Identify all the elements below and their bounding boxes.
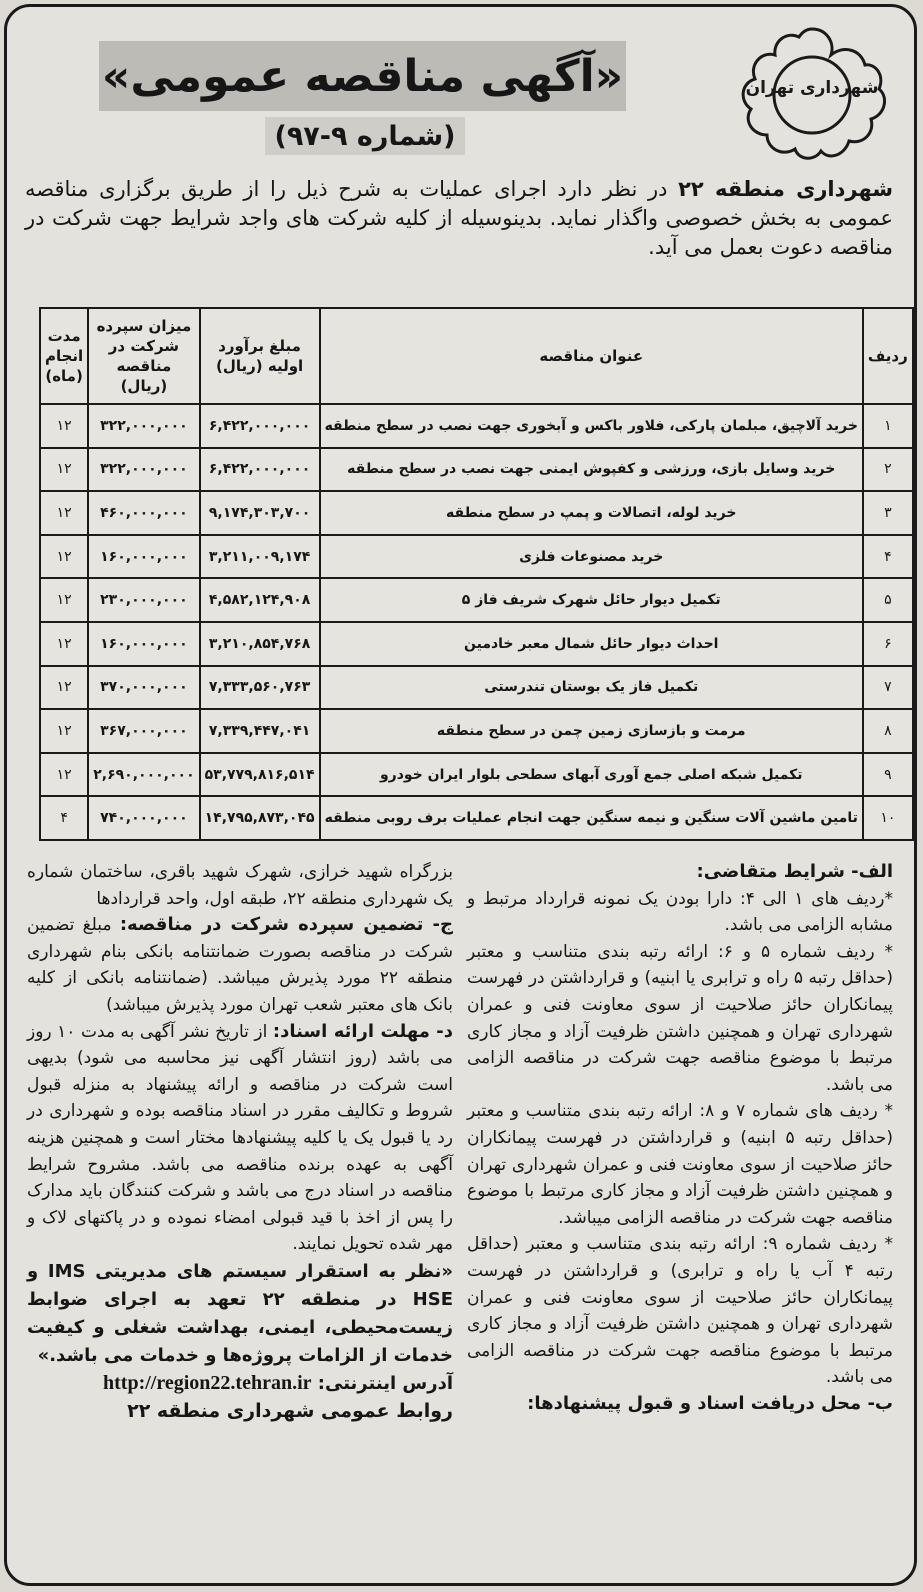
conditions-heading: الف- شرایط متقاضی: [696, 861, 893, 882]
intro-paragraph [25, 175, 893, 262]
deadline-body: از تاریخ نشر آگهی به مدت ۱۰ روز می باشد (روز انتشار آگهی نیز محاسبه می شود) بدیهی است شرکت در مناقصه و ارائه پیشنهاد به منزله قبول شروط و تکالیف مقرر در اسناد مناقصه بوده و شهرداری در رد یا قبول یک یا کلیه پیشنهادها مختار است و همچنین هزینه آگهی به عهده برنده مناقصه می باشد. مشروح شرایط مناقصه در اسناد درج می باشد و شرکت کنندگان باید مدارک را پس از اخذ با قید قبولی امضاء نموده و در پاکتهای لاک و مهر شده تحویل نمایند. [27, 1021, 453, 1255]
header-deposit: میزان سپرده شرکت در مناقصه (ریال) [88, 308, 199, 404]
table-row [40, 578, 913, 622]
cell-tender-title: تکمیل فاز یک بوستان تندرستی [320, 666, 863, 710]
cell-deposit: ۳۶۷,۰۰۰,۰۰۰ [88, 709, 199, 753]
website-link[interactable]: http://region22.tehran.ir [103, 1371, 312, 1394]
cell-estimate: ۳,۲۱۰,۸۵۴,۷۶۸ [200, 622, 320, 666]
table-header-row [40, 308, 913, 404]
cell-deposit: ۲,۶۹۰,۰۰۰,۰۰۰ [88, 753, 199, 797]
cell-duration: ۴ [40, 796, 88, 840]
deposit-body: مبلغ تضمین شرکت در مناقصه بصورت ضمانتنامه بانکی بنام شهرداری منطقه ۲۲ مورد پذیرش میباشد. (ضمانتنامه بانکی از کلیه بانک های معتبر شعب تهران مورد پذیرش میباشد) [27, 915, 453, 1015]
cell-row-number: ۹ [863, 753, 913, 797]
cell-estimate: ۹,۱۷۴,۳۰۳,۷۰۰ [200, 491, 320, 535]
notice-number: (شماره ۹-۹۷) [265, 117, 465, 155]
cell-duration: ۱۲ [40, 404, 88, 448]
cell-estimate: ۴,۵۸۲,۱۲۴,۹۰۸ [200, 578, 320, 622]
cell-deposit: ۳۲۲,۰۰۰,۰۰۰ [88, 404, 199, 448]
cell-deposit: ۳۲۲,۰۰۰,۰۰۰ [88, 448, 199, 492]
cell-estimate: ۱۴,۷۹۵,۸۷۳,۰۴۵ [200, 796, 320, 840]
condition-item: *ردیف های ۱ الی ۴: دارا بودن یک نمونه قرارداد مرتبط و مشابه الزامی می باشد. [467, 888, 893, 936]
table-row [40, 709, 913, 753]
cell-estimate: ۷,۳۳۳,۵۶۰,۷۶۳ [200, 666, 320, 710]
notice-title: «آگهی مناقصه عمومی» [101, 50, 624, 102]
cell-tender-title: تکمیل دیوار حائل شهرک شریف فاز ۵ [320, 578, 863, 622]
cell-estimate: ۶,۴۲۲,۰۰۰,۰۰۰ [200, 448, 320, 492]
cell-estimate: ۶,۴۲۲,۰۰۰,۰۰۰ [200, 404, 320, 448]
deposit-heading: ج- تضمین سپرده شرکت در مناقصه: [119, 914, 454, 936]
website-label: آدرس اینترنتی: [311, 1372, 453, 1394]
cell-tender-title: خرید وسایل بازی، ورزشی و کفپوش ایمنی جهت نصب در سطح منطقه [320, 448, 863, 492]
cell-row-number: ۱ [863, 404, 913, 448]
cell-deposit: ۳۷۰,۰۰۰,۰۰۰ [88, 666, 199, 710]
cell-duration: ۱۲ [40, 578, 88, 622]
cell-deposit: ۷۴۰,۰۰۰,۰۰۰ [88, 796, 199, 840]
public-relations-signature: روابط عمومی شهرداری منطقه ۲۲ [127, 1399, 453, 1422]
notice-body-columns [27, 859, 893, 1575]
cell-row-number: ۴ [863, 535, 913, 579]
cell-row-number: ۲ [863, 448, 913, 492]
cell-duration: ۱۲ [40, 709, 88, 753]
tehran-municipality-logo [735, 23, 889, 167]
cell-duration: ۱۲ [40, 666, 88, 710]
cell-estimate: ۳,۲۱۱,۰۰۹,۱۷۴ [200, 535, 320, 579]
cell-row-number: ۱۰ [863, 796, 913, 840]
conditions-column [467, 859, 893, 1417]
table-row [40, 666, 913, 710]
cell-tender-title: خرید مصنوعات فلزی [320, 535, 863, 579]
cell-duration: ۱۲ [40, 622, 88, 666]
header-row-number: ردیف [863, 308, 913, 404]
table-row [40, 448, 913, 492]
notice-title-box [99, 41, 626, 111]
cell-deposit: ۱۶۰,۰۰۰,۰۰۰ [88, 535, 199, 579]
header-duration: مدت انجام (ماه) [40, 308, 88, 404]
intro-lead: شهرداری منطقه ۲۲ [678, 177, 893, 201]
cell-deposit: ۴۶۰,۰۰۰,۰۰۰ [88, 491, 199, 535]
header-tender-title: عنوان مناقصه [320, 308, 863, 404]
table-row [40, 404, 913, 448]
intro-body: در نظر دارد اجرای عملیات به شرح ذیل را از طریق برگزاری مناقصه عمومی به بخش خصوصی واگذار نماید. بدینوسیله از کلیه شرکت های واجد شرایط جهت شرکت در مناقصه دعوت بعمل می آید. [25, 177, 893, 259]
cell-tender-title: مرمت و بازسازی زمین چمن در سطح منطقه [320, 709, 863, 753]
cell-row-number: ۸ [863, 709, 913, 753]
condition-item: * ردیف شماره ۵ و ۶: ارائه رتبه بندی متناسب و معتبر (حداقل رتبه ۵ راه و ترابری یا ابنیه) و قرارداشتن در فهرست پیمانکاران حائز صلاحیت از سوی معاونت فنی و عمران شهرداری تهران و همچنین داشتن ظرفیت آزاد و مجاز کاری مرتبط با موضوع مناقصه جهت شرکت در مناقصه الزامی می باشد. [467, 941, 893, 1095]
table-row [40, 753, 913, 797]
address-text: بزرگراه شهید خرازی، شهرک شهید باقری، ساختمان شماره یک شهرداری منطقه ۲۲، طبقه اول، واحد قراردادها [27, 862, 453, 909]
hse-statement: «نظر به استقرار سیستم های مدیریتی IMS و HSE در منطقه ۲۲ تعهد به اجرای ضوابط زیست‌محیطی، ایمنی، بهداشت شغلی و کیفیت خدمات از الزامات پروژه‌ها و خدمات می باشد.» [27, 1260, 453, 1366]
website-line [27, 1370, 453, 1398]
location-heading: ب- محل دریافت اسناد و قبول پیشنهادها: [527, 1392, 893, 1414]
cell-tender-title: خرید لوله، اتصالات و پمپ در سطح منطقه [320, 491, 863, 535]
cell-estimate: ۵۳,۷۷۹,۸۱۶,۵۱۴ [200, 753, 320, 797]
cell-row-number: ۳ [863, 491, 913, 535]
tender-notice [4, 4, 917, 1586]
logo-text: شهرداری تهران [745, 78, 879, 98]
cell-estimate: ۷,۳۳۹,۴۴۷,۰۴۱ [200, 709, 320, 753]
details-column [27, 859, 453, 1424]
cell-duration: ۱۲ [40, 448, 88, 492]
table-row [40, 622, 913, 666]
deadline-heading: د- مهلت ارائه اسناد: [272, 1020, 453, 1042]
condition-item: * ردیف های شماره ۷ و ۸: ارائه رتبه بندی متناسب و معتبر (حداقل رتبه ۵ ابنیه) و قرارداشتن در فهرست پیمانکاران حائز صلاحیت از سوی معاونت فنی و عمران شهرداری تهران و همچنین داشتن ظرفیت آزاد و مجاز کاری مرتبط با موضوع مناقصه جهت شرکت در مناقصه الزامی میباشد. [467, 1101, 893, 1228]
cell-tender-title: تکمیل شبکه اصلی جمع آوری آبهای سطحی بلوار ایران خودرو [320, 753, 863, 797]
table-row [40, 796, 913, 840]
cell-row-number: ۵ [863, 578, 913, 622]
cell-tender-title: تامین ماشین آلات سنگین و نیمه سنگین جهت انجام عملیات برف روبی منطقه [320, 796, 863, 840]
cell-tender-title: احداث دیوار حائل شمال معبر خادمین [320, 622, 863, 666]
cell-duration: ۱۲ [40, 535, 88, 579]
cell-duration: ۱۲ [40, 753, 88, 797]
cell-deposit: ۱۶۰,۰۰۰,۰۰۰ [88, 622, 199, 666]
cell-row-number: ۷ [863, 666, 913, 710]
cell-deposit: ۲۳۰,۰۰۰,۰۰۰ [88, 578, 199, 622]
tender-table [39, 307, 914, 841]
table-row [40, 491, 913, 535]
cell-row-number: ۶ [863, 622, 913, 666]
table-row [40, 535, 913, 579]
cell-tender-title: خرید آلاچیق، مبلمان پارکی، فلاور باکس و آبخوری جهت نصب در سطح منطقه [320, 404, 863, 448]
header-estimate: مبلغ برآورد اولیه (ریال) [200, 308, 320, 404]
cell-duration: ۱۲ [40, 491, 88, 535]
condition-item: * ردیف شماره ۹: ارائه رتبه بندی متناسب و معتبر (حداقل رتبه ۴ آب یا راه و ترابری) و قرارداشتن در فهرست پیمانکاران حائز صلاحیت از سوی معاونت فنی و عمران شهرداری تهران و همچنین داشتن ظرفیت آزاد و مجاز کاری مرتبط با موضوع مناقصه جهت شرکت در مناقصه الزامی می باشد. [467, 1234, 893, 1388]
